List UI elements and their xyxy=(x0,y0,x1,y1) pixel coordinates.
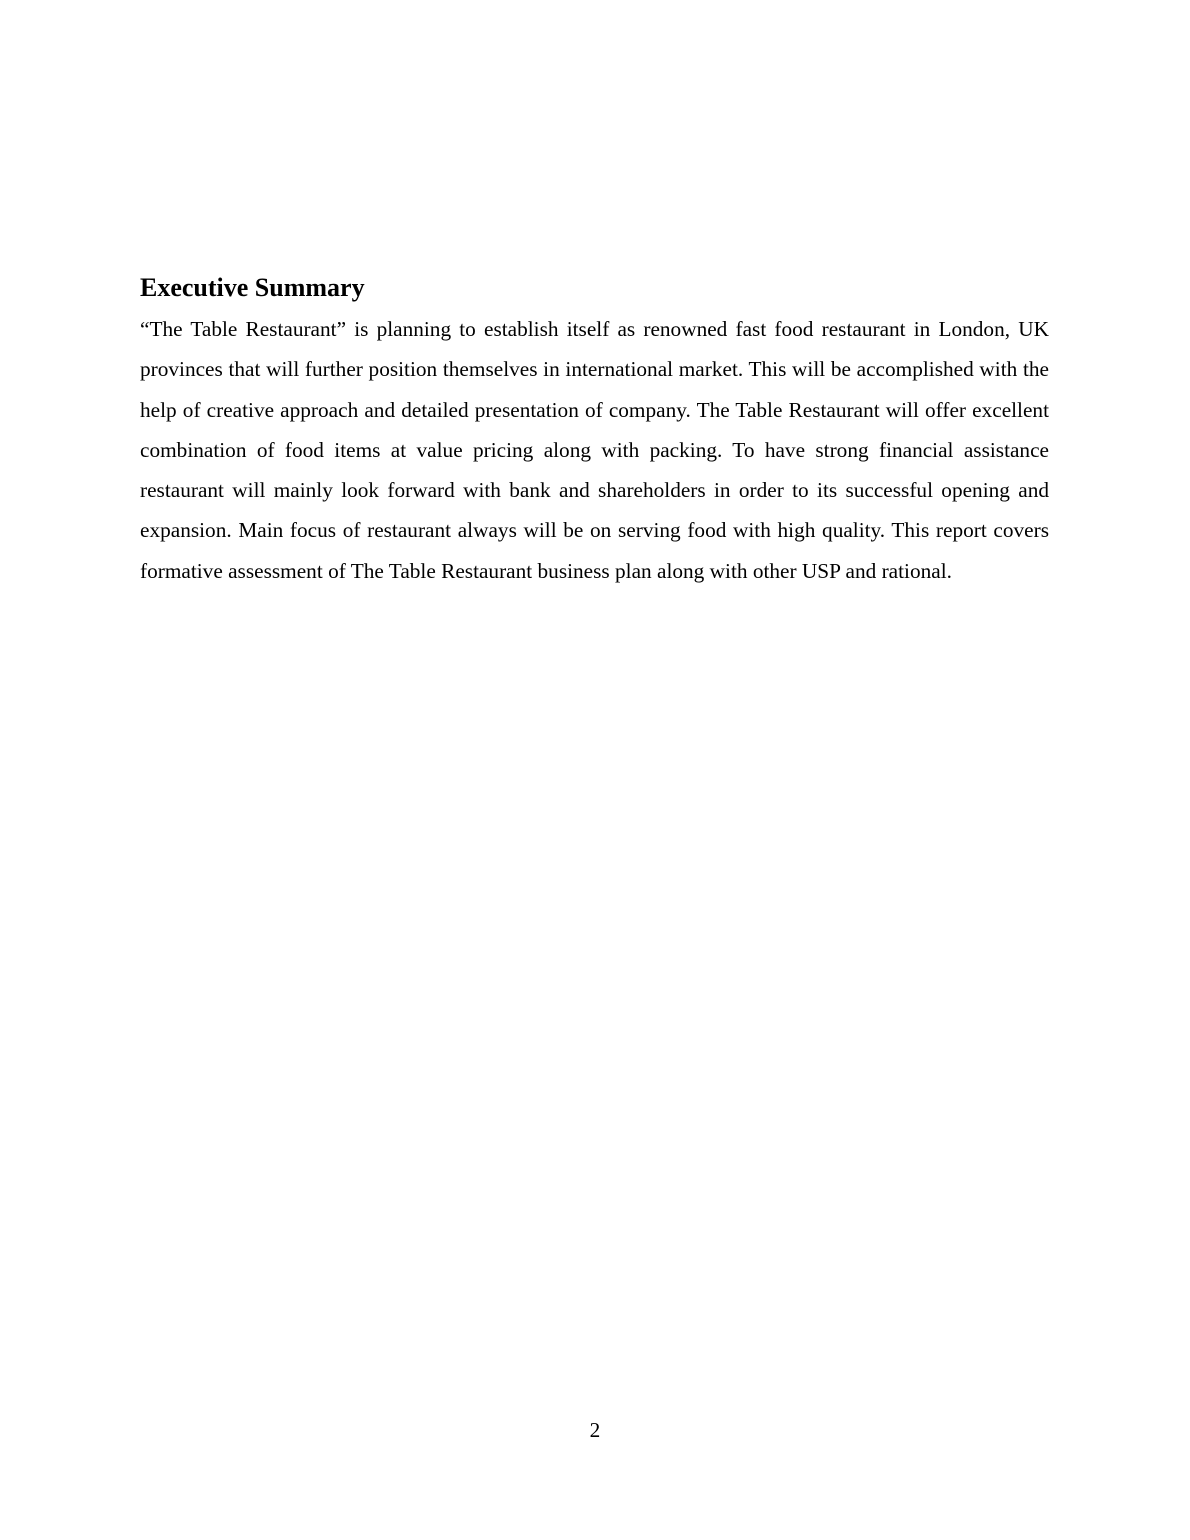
section-heading: Executive Summary xyxy=(140,273,365,302)
executive-summary-section xyxy=(140,268,1049,591)
summary-paragraph: “The Table Restaurant” is planning to establish itself as renowned fast food restaurant in London, UK provinces that will further position themselves in international market. This will be accomplished with the help of creative approach and detailed presentation of company. The Table Restaurant will offer excellent combination of food items at value pricing along with packing. To have strong financial assistance restaurant will mainly look forward with bank and shareholders in order to its successful opening and expansion. Main focus of restaurant always will be on serving food with high quality. This report covers formative assessment of The Table Restaurant business plan along with other USP and rational. xyxy=(140,317,1049,583)
page-number: 2 xyxy=(589,1418,601,1442)
